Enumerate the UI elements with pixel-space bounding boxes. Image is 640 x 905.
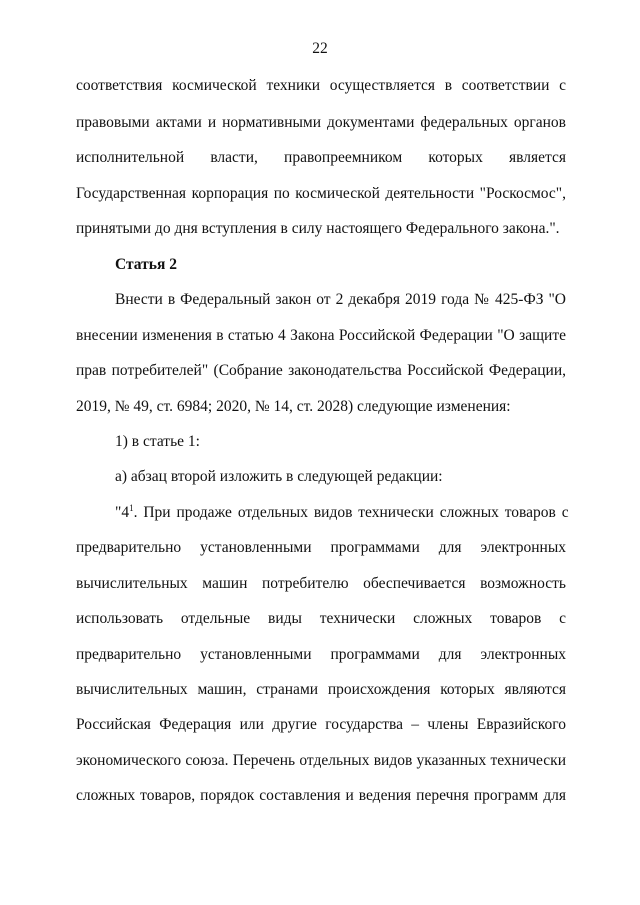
page-number: 22: [312, 40, 328, 57]
text-line: использовать отдельные виды технически сложных товаров с: [76, 610, 566, 627]
text-line: внесении изменения в статью 4 Закона Российской Федерации "О защите: [76, 327, 566, 344]
list-item: 1) в статье 1:: [115, 433, 200, 450]
quoted-paragraph-start: [115, 502, 569, 523]
text-line: принятыми до дня вступления в силу настоящего Федерального закона.".: [76, 220, 560, 237]
text-line: соответствия космической техники осуществляется в соответствии с: [76, 77, 566, 94]
article-heading: Статья 2: [115, 256, 177, 273]
text-line: Государственная корпорация по космической деятельности "Роскосмос",: [76, 185, 566, 202]
clause-number: "4: [115, 504, 130, 521]
text-line: сложных товаров, порядок составления и ведения перечня программ для: [76, 787, 566, 804]
text-line: правовыми актами и нормативными документами федеральных органов: [76, 114, 566, 131]
text-line: вычислительных машин, странами происхождения которых являются: [76, 681, 566, 698]
list-item: а) абзац второй изложить в следующей редакции:: [115, 468, 443, 485]
clause-text: . При продаже отдельных видов технически сложных товаров с: [133, 504, 569, 521]
text-line: экономического союза. Перечень отдельных видов указанных технически: [76, 752, 566, 769]
text-line: 2019, № 49, ст. 6984; 2020, № 14, ст. 2028) следующие изменения:: [76, 398, 511, 415]
text-line: исполнительной власти, правопреемником которых является: [76, 149, 566, 166]
text-line: предварительно установленными программами для электронных: [76, 539, 566, 556]
text-line: Внести в Федеральный закон от 2 декабря 2019 года № 425-ФЗ "О: [115, 291, 566, 308]
text-line: предварительно установленными программами для электронных: [76, 646, 566, 663]
clause-superscript: 1: [129, 502, 134, 513]
text-line: Российская Федерация или другие государства – члены Евразийского: [76, 716, 566, 733]
text-line: прав потребителей" (Собрание законодательства Российской Федерации,: [76, 362, 566, 379]
text-line: вычислительных машин потребителю обеспечивается возможность: [76, 575, 566, 592]
